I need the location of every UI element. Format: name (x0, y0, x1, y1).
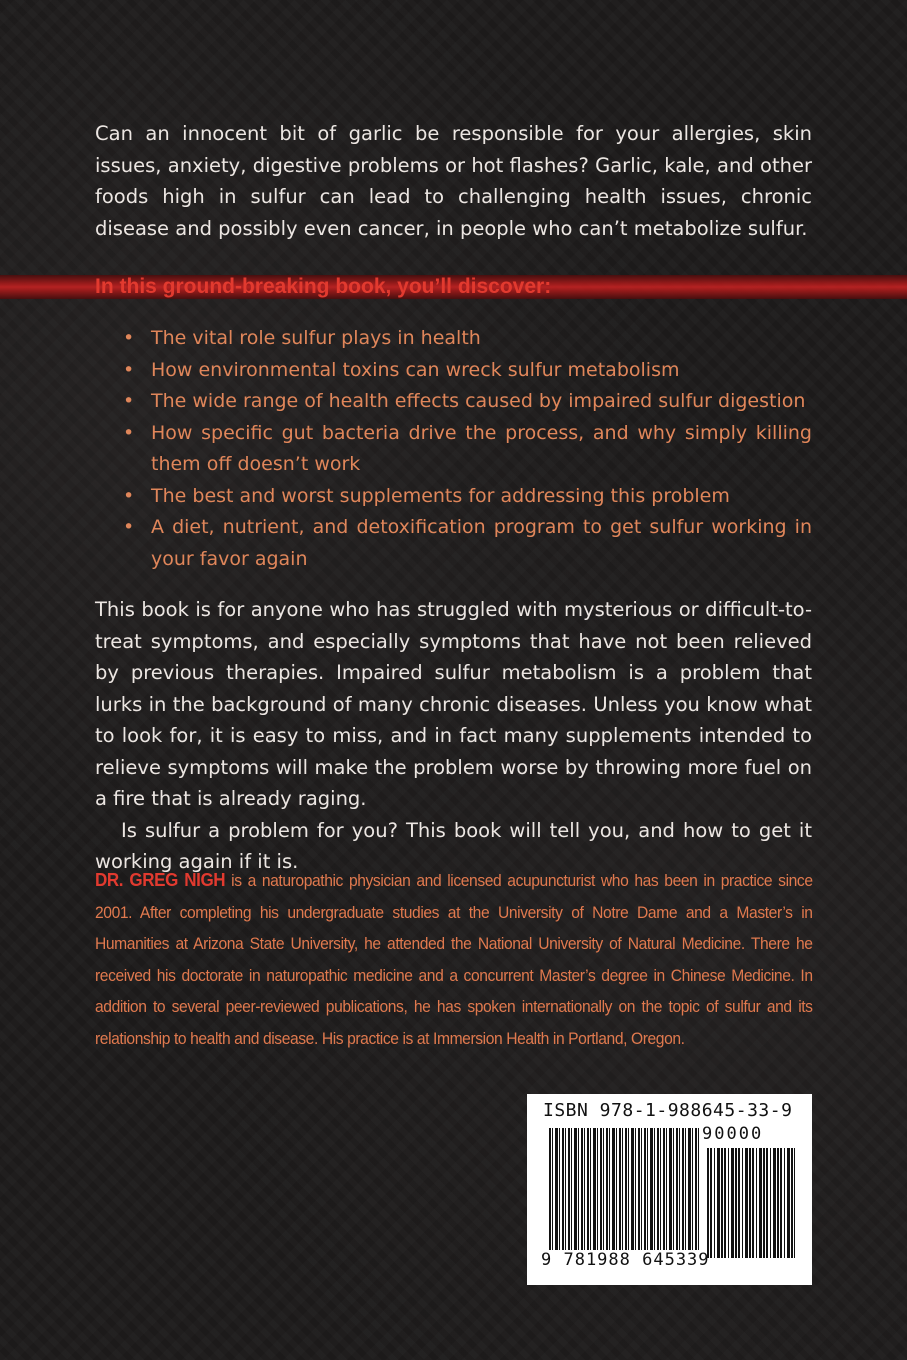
list-item: • The wide range of health effects caused by impaired sulfur digestion (123, 386, 812, 418)
list-item: • How specific gut bacteria drive the process, and why simply killing them off doesn’t work (123, 418, 812, 481)
body-section (95, 594, 812, 878)
price-addon-label: 90000 (702, 1124, 764, 1144)
author-name: DR. GREG NIGH (95, 869, 226, 890)
body-paragraph-2: Is sulfur a problem for you? This book will tell you, and how to get it working again if it is. (95, 818, 812, 873)
isbn-label: ISBN 978-1-988645-33-9 (543, 1100, 793, 1121)
intro-section (95, 118, 812, 244)
author-bio-text: is a naturopathic physician and licensed acupuncturist who has been in practice since 2001. After completing his undergraduate studies at the University of Notre Dame and a Master’s in Humanities at Arizona State University, he attended the National University of Natural Medicine. There he received his doctorate in naturopathic medicine and a concurrent Master’s degree in Chinese Medicine. In addition to several peer-reviewed publications, he has spoken internationally on the topic of sulfur and its relationship to health and disease. His practice is at Immersion Health in Portland, Oregon. (95, 871, 813, 1048)
list-item: • The best and worst supplements for addressing this problem (123, 481, 812, 513)
discover-heading: In this ground-breaking book, you’ll discover: (95, 275, 552, 298)
bullet-icon: • (123, 516, 135, 538)
bullet-icon: • (123, 484, 135, 507)
bullet-list (123, 323, 812, 575)
bullet-icon: • (123, 390, 135, 412)
author-bio (95, 864, 813, 1054)
barcode-box (527, 1094, 812, 1285)
body-paragraph-1: This book is for anyone who has struggled with mysterious or difficult-to-treat symptoms, and especially symptoms that have not been relieved by previous therapies. Impaired sulfur metabolism is a problem that lurks in the background of many chronic diseases. Unless you know what to look for, it is easy to miss, and in fact many supplements intended to relieve symptoms will make the problem worse by throwing more fuel on a fire that is already raging. (95, 598, 812, 810)
list-item: • How environmental toxins can wreck sulfur metabolism (123, 355, 812, 387)
ean-number: 9 781988 645339 (541, 1250, 710, 1270)
list-item: • The vital role sulfur plays in health (123, 323, 812, 355)
addon-barcode-icon (707, 1148, 795, 1258)
intro-paragraph: Can an innocent bit of garlic be responsible for your allergies, skin issues, anxiety, digestive problems or hot flashes? Garlic, kale, and other foods high in sulfur can lead to challenging health issues, chronic disease and possibly even cancer, in people who can’t metabolize sulfur. (95, 122, 812, 240)
ean-barcode-icon (549, 1128, 699, 1250)
bullet-icon: • (123, 421, 135, 444)
bullet-icon: • (123, 358, 135, 381)
bullet-icon: • (123, 327, 135, 349)
list-item: • A diet, nutrient, and detoxification program to get sulfur working in your favor again (123, 512, 812, 575)
